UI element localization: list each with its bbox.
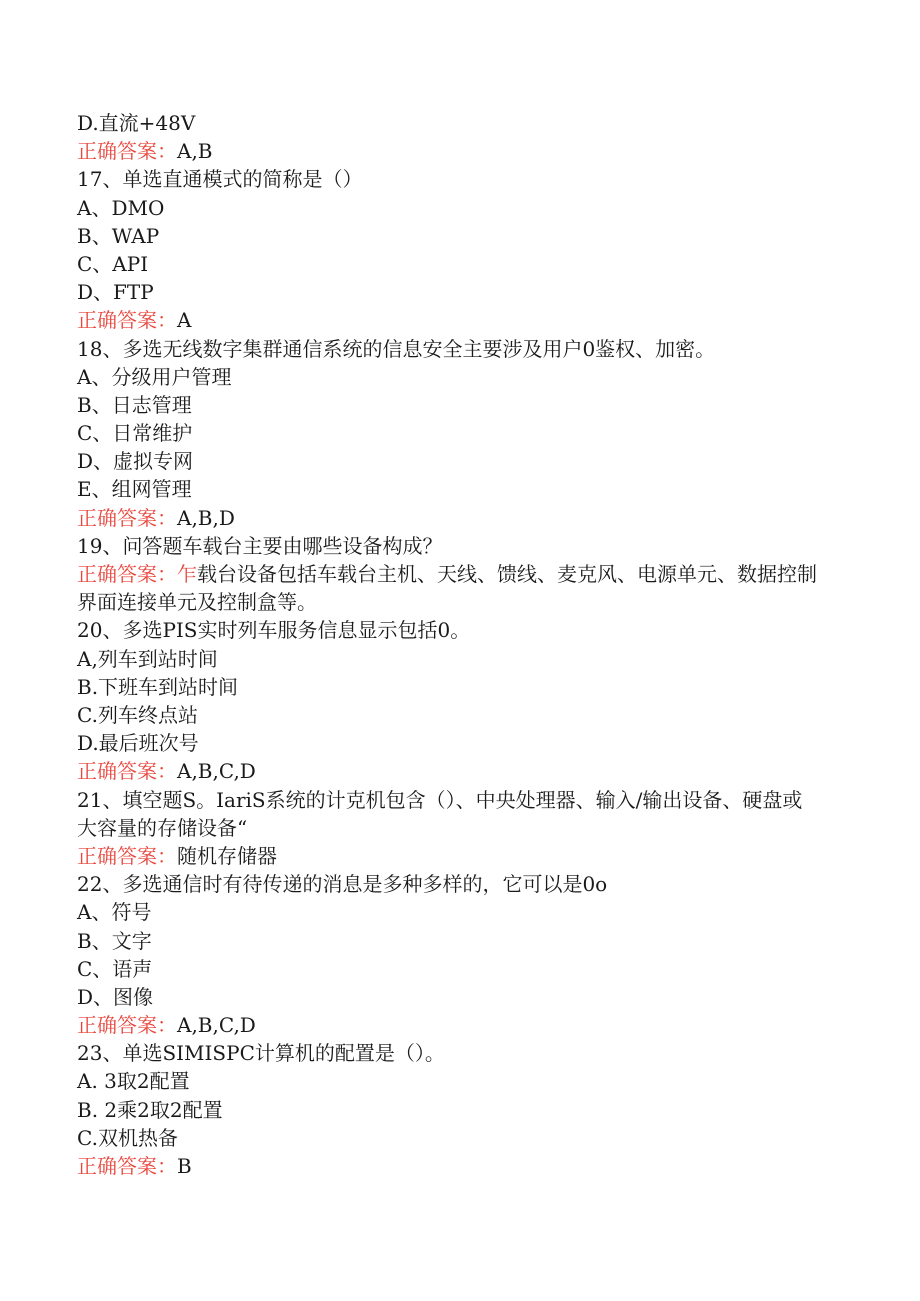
option-c: C.双机热备 (77, 1125, 178, 1150)
option-a: A、分级用户管理 (77, 364, 232, 389)
question-23: 23、单选SIMISPC计算机的配置是（）。 (77, 1041, 445, 1066)
answer-line (77, 1152, 857, 1180)
answer-value: 载台设备包括车载台主机、天线、馈线、麦克风、电源单元、数据控制界面连接单元及控制盒等。 (77, 562, 817, 615)
option-b: B、日志管理 (77, 392, 192, 417)
answer-value: A,B,C,D (177, 1013, 256, 1038)
answer-label: 正确答案： (77, 843, 177, 868)
option-a: A,列车到站时间 (77, 646, 218, 671)
answer-line (77, 1011, 857, 1039)
option-d: D、图像 (77, 984, 154, 1009)
answer-line (77, 560, 822, 616)
question-17: 17、单选直通模式的简称是（） (77, 167, 363, 192)
answer-line (77, 306, 857, 334)
answer-value: A,B (177, 139, 213, 164)
question-18: 18、多选无线数字集群通信系统的信息安全主要涉及用户0鉴权、加密。 (77, 336, 716, 361)
question-21: 21、填空题S。IariS系统的计克机包含（）、中央处理器、输入/输出设备、硬盘或大容量的存储设备“ (77, 787, 803, 840)
option-a: A. 3取2配置 (77, 1069, 190, 1094)
document-page (77, 109, 857, 1180)
option-a: A、符号 (77, 900, 152, 925)
answer-line (77, 137, 857, 165)
option-d: D.直流+48V (77, 111, 196, 135)
option-c: C、语声 (77, 956, 153, 981)
answer-label: 正确答案： (77, 759, 177, 784)
option-b: B、文字 (77, 928, 152, 953)
option-e: E、组网管理 (77, 477, 192, 502)
answer-label: 正确答案： (77, 505, 177, 530)
question-20: 20、多选PIS实时列车服务信息显示包括0。 (77, 618, 471, 643)
answer-value: B (177, 1154, 192, 1178)
answer-label: 正确答案： (77, 308, 177, 333)
answer-value: A,B,D (177, 505, 235, 530)
answer-value: 随机存储器 (177, 843, 277, 868)
option-d: D.最后班次号 (77, 731, 199, 756)
question-19: 19、问答题车载台主要由哪些设备构成？ (77, 533, 443, 558)
answer-label: 正确答案： (77, 1154, 177, 1178)
answer-line (77, 504, 857, 532)
answer-label: 正确答案： (77, 562, 177, 586)
answer-line (77, 757, 857, 785)
option-b: B. 2乘2取2配置 (77, 1097, 223, 1122)
option-c: C.列车终点站 (77, 702, 198, 727)
answer-value: A,B,C,D (177, 759, 256, 784)
answer-value-prefix: 乍 (177, 562, 197, 586)
option-c: C、日常维护 (77, 421, 193, 446)
option-b: B、WAP (77, 223, 160, 248)
answer-value: A (177, 308, 192, 333)
option-d: D、虚拟专网 (77, 449, 194, 474)
option-a: A、DMO (77, 195, 165, 220)
answer-line (77, 842, 857, 870)
option-b: B.下班车到站时间 (77, 674, 239, 699)
question-22: 22、多选通信时有待传递的消息是多种多样的，它可以是0o (77, 872, 608, 897)
answer-label: 正确答案： (77, 139, 177, 164)
answer-label: 正确答案： (77, 1013, 177, 1038)
option-d: D、FTP (77, 280, 154, 305)
option-c: C、API (77, 251, 149, 276)
